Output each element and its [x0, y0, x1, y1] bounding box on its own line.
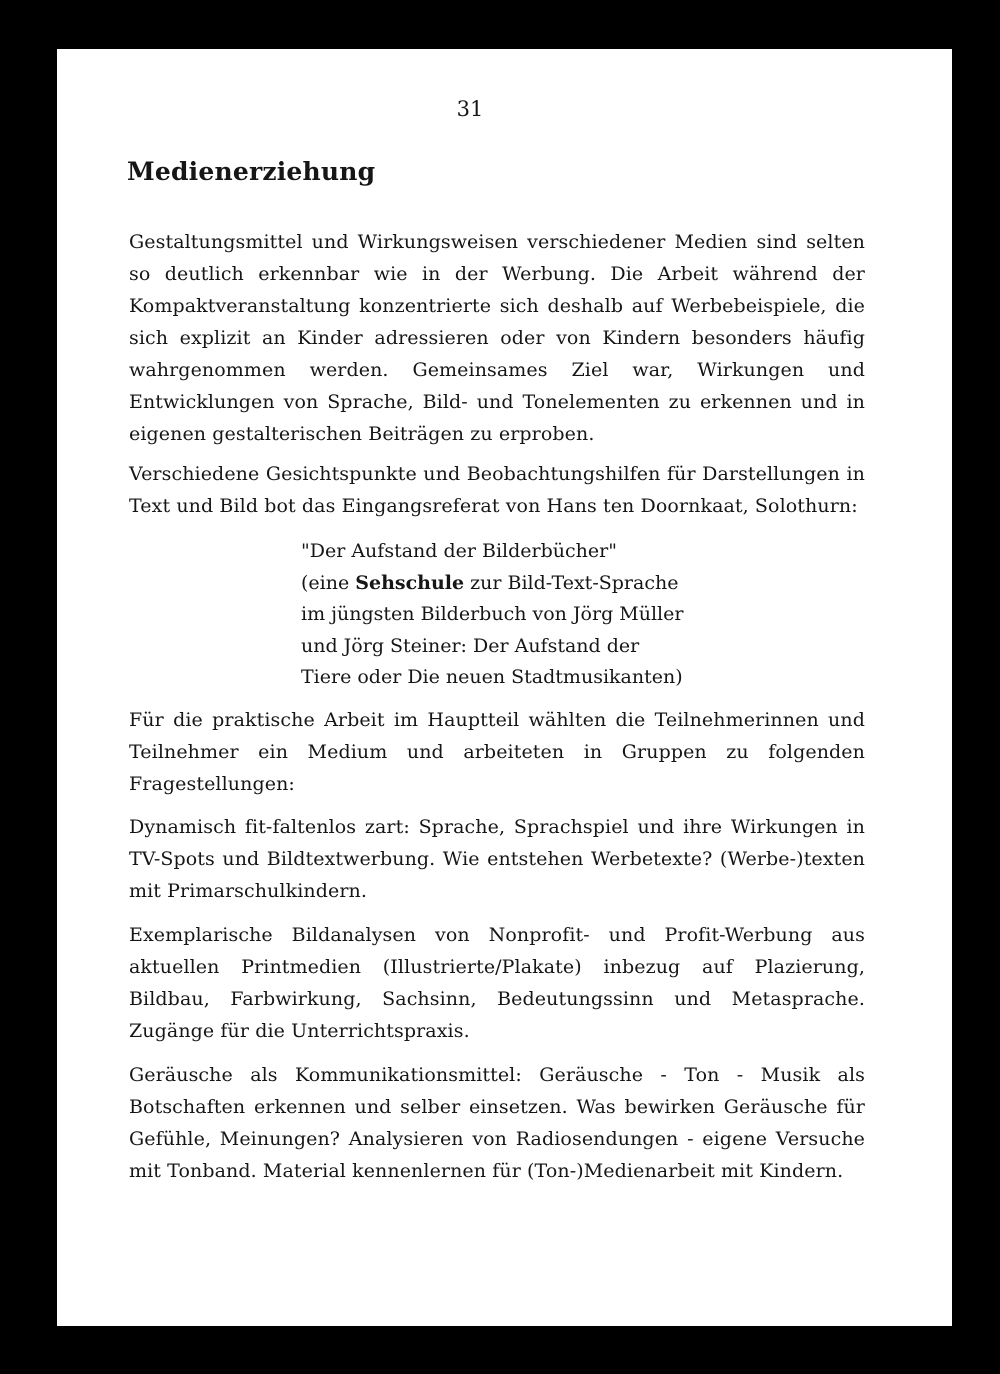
- page-number: 31: [456, 97, 484, 121]
- quote-line: und Jörg Steiner: Der Aufstand der: [301, 634, 640, 657]
- paragraph-hauptteil: Für die praktische Arbeit im Hauptteil wählten die Teilnehmerinnen und Teilnehmer ein Medium und arbeiteten in Gruppen zu folgenden Fragestellungen:: [129, 709, 865, 795]
- quote-line: (eine Sehschule zur Bild-Text-Sprache: [301, 571, 679, 594]
- paragraph-group-sprache: Dynamisch fit-faltenlos zart: Sprache, Sprachspiel und ihre Wirkungen in TV-Spots und Bildtextwerbung. Wie entstehen Werbetexte? (Werbe-)texten mit Primarschulkindern.: [129, 816, 865, 902]
- paragraph-group-bild: Exemplarische Bildanalysen von Nonprofit- und Profit-Werbung aus aktuellen Printmedien (Illustrierte/Plakate) inbezug auf Plazierung, Bildbau, Farbwirkung, Sachsinn, Bedeutungssinn und Metasprache. Zugänge für die Unterrichtspraxis.: [129, 924, 865, 1042]
- paragraph-referat: Verschiedene Gesichtspunkte und Beobachtungshilfen für Darstellungen in Text und Bild bot das Eingangsreferat von Hans ten Doornkaat, Solothurn:: [129, 463, 865, 517]
- quoted-referat-title: [301, 536, 683, 694]
- emphasis-sehschule: Sehschule: [355, 571, 465, 594]
- paragraph-group-ton: Geräusche als Kommunikationsmittel: Geräusche - Ton - Musik als Botschaften erkennen und selber einsetzen. Was bewirken Geräusche für Gefühle, Meinungen? Analysieren von Radiosendungen - eigene Versuche mit Tonband. Material kennenlernen für (Ton-)Medienarbeit mit Kindern.: [129, 1064, 865, 1182]
- section-title: Medienerziehung: [127, 157, 376, 186]
- paragraph-intro: Gestaltungsmittel und Wirkungsweisen verschiedener Medien sind selten so deutlich erkennbar wie in der Werbung. Die Arbeit während der Kompaktveranstaltung konzentrierte sich deshalb auf Werbebeispiele, die sich explizit an Kinder adressieren oder von Kindern besonders häufig wahrgenommen werden. Gemeinsames Ziel war, Wirkungen und Entwicklungen von Sprache, Bild- und Tonelementen zu erkennen und in eigenen gestalterischen Beiträgen zu erproben.: [129, 231, 865, 445]
- document-page: [57, 49, 952, 1326]
- quote-line: Tiere oder Die neuen Stadtmusikanten): [301, 666, 683, 688]
- quote-line: "Der Aufstand der Bilderbücher": [301, 540, 617, 562]
- quote-line: im jüngsten Bilderbuch von Jörg Müller: [301, 603, 684, 625]
